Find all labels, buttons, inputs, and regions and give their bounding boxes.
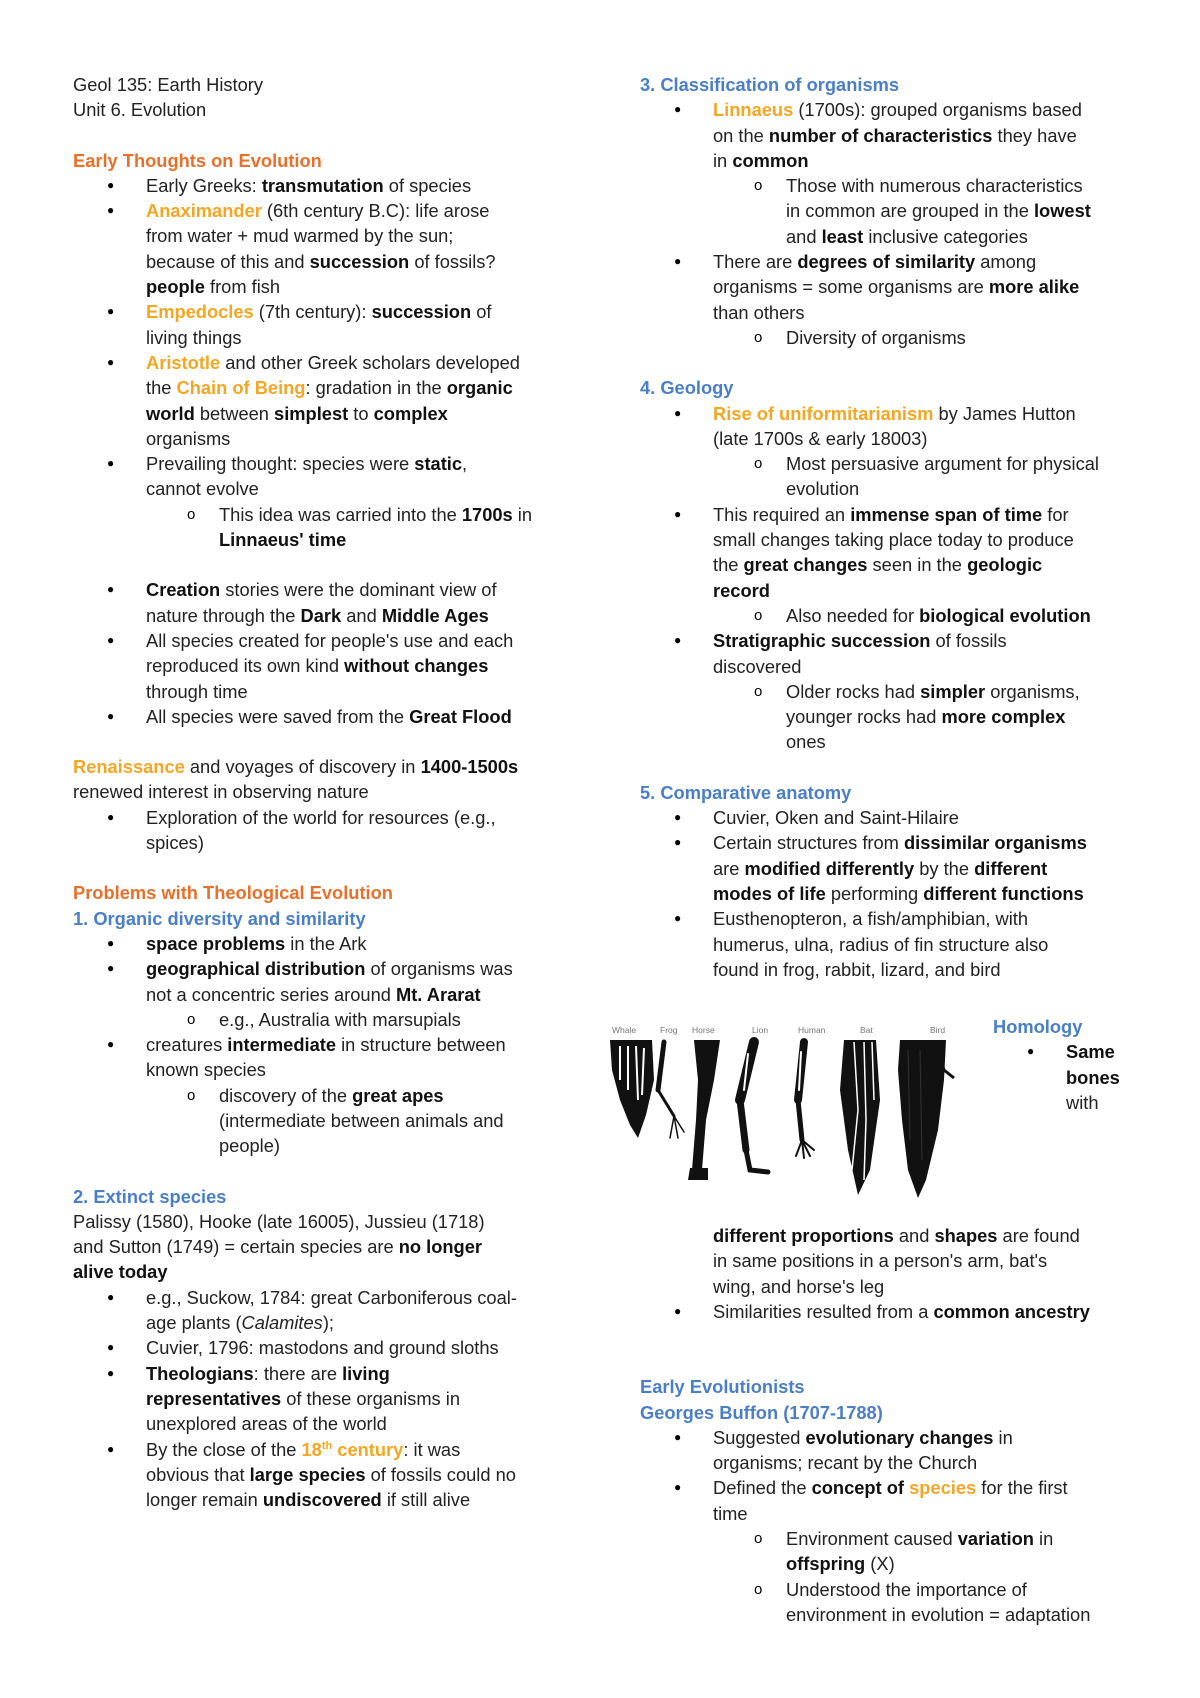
heading-geology: 4. Geology: [640, 377, 734, 399]
subheading-extinct-species: 2. Extinct species: [73, 1185, 227, 1207]
bullet-uniformitarianism: ● Rise of uniformitarianism by James Hutton (late 1700s & early 18003): [640, 401, 1150, 452]
bullet-18th-century: ● By the close of the 18th century: it was obvious that large species of fossils could no longer remain undiscovered if still alive: [73, 1437, 573, 1513]
bullet-concept-of-species: ● Defined the concept of species for the first time: [640, 1475, 1150, 1526]
subbullet-biological-evolution: o Also needed for biological evolution: [640, 603, 1150, 628]
bullet-degrees-of-similarity: ● There are degrees of similarity among organisms = some organisms are more alike than others: [640, 249, 1150, 325]
subbullet-1700s: o This idea was carried into the 1700s in Linnaeus' time: [73, 502, 573, 553]
bullet-early-greeks: ● Early Greeks: transmutation of species: [73, 173, 573, 198]
figure-label-lion: Lion: [752, 1025, 769, 1035]
subheading-buffon: Georges Buffon (1707-1788): [640, 1401, 883, 1423]
bullet-empedocles: ● Empedocles (7th century): succession of living things: [73, 299, 573, 350]
figure-label-frog: Frog: [660, 1025, 678, 1035]
heading-problems: Problems with Theological Evolution: [73, 882, 393, 904]
bullet-cuvier-oken: ● Cuvier, Oken and Saint-Hilaire: [640, 805, 1150, 830]
bullet-stratigraphic-succession: ● Stratigraphic succession of fossils discovered: [640, 628, 1150, 679]
renaissance-paragraph: Renaissance and voyages of discovery in 1400-1500s renewed interest in observing nature: [73, 756, 519, 803]
bird-wing-drawing: [898, 1040, 954, 1198]
bullet-evolutionary-changes: ● Suggested evolutionary changes in organisms; recant by the Church: [640, 1425, 1150, 1476]
figure-label-human: Human: [798, 1025, 826, 1035]
bullet-eusthenopteron: ● Eusthenopteron, a fish/amphibian, with humerus, ulna, radius of fin structure also found in frog, rabbit, lizard, and bird: [640, 906, 1150, 982]
bullet-geographical-distribution: ● geographical distribution of organisms was not a concentric series around Mt. Ararat: [73, 956, 573, 1007]
figure-label-whale: Whale: [612, 1025, 637, 1035]
subbullet-adaptation: o Understood the importance of environment in evolution = adaptation: [640, 1577, 1150, 1628]
bullet-exploration: ● Exploration of the world for resources (e.g., spices): [73, 805, 573, 856]
bullet-common-ancestry: ● Similarities resulted from a common ancestry: [640, 1299, 1150, 1324]
subbullet-great-apes: o discovery of the great apes (intermediate between animals and people): [73, 1083, 573, 1159]
subbullet-australia: o e.g., Australia with marsupials: [73, 1007, 573, 1032]
bat-wing-drawing: [840, 1040, 880, 1195]
figure-label-bird: Bird: [930, 1025, 946, 1035]
heading-homology: Homology: [993, 1016, 1083, 1037]
bullet-anaximander: ● Anaximander (6th century B.C): life arose from water + mud warmed by the sun; because of this and succession of fossils? people from fish: [73, 198, 573, 299]
subbullet-numerous-characteristics: o Those with numerous characteristics in common are grouped in the lowest and least inclusive categories: [640, 173, 1150, 249]
bullet-immense-time: ● This required an immense span of time for small changes taking place today to produce the great changes seen in the geologic record: [640, 502, 1150, 603]
right-column: [640, 72, 1150, 1627]
lion-limb-drawing: [740, 1042, 768, 1172]
bullet-intermediate-creatures: ● creatures intermediate in structure between known species: [73, 1032, 573, 1083]
homology-continuation: different proportions and shapes are found in same positions in a person's arm, bat's wing, and horse's leg: [713, 1225, 1080, 1297]
heading-early-thoughts: Early Thoughts on Evolution: [73, 149, 322, 171]
bullet-aristotle: ● Aristotle and other Greek scholars developed the Chain of Being: gradation in the organic world between simplest to complex organisms: [73, 350, 573, 451]
subbullet-diversity: o Diversity of organisms: [640, 325, 1150, 350]
figure-label-bat: Bat: [860, 1025, 873, 1035]
bullet-linnaeus: ● Linnaeus (1700s): grouped organisms based on the number of characteristics they have in common: [640, 97, 1150, 173]
course-title: Geol 135: Earth History: [73, 74, 264, 95]
bullet-creation: ● Creation stories were the dominant view of nature through the Dark and Middle Ages: [73, 577, 573, 628]
subbullet-persuasive-argument: o Most persuasive argument for physical evolution: [640, 451, 1150, 502]
heading-comparative-anatomy: 5. Comparative anatomy: [640, 781, 852, 803]
bullet-cuvier-1796: ● Cuvier, 1796: mastodons and ground sloths: [73, 1335, 573, 1360]
human-arm-drawing: [796, 1042, 814, 1158]
horse-limb-drawing: [688, 1040, 720, 1180]
heading-early-evolutionists: Early Evolutionists: [640, 1376, 805, 1398]
bullet-same-bones: ● Same bones with: [993, 1039, 1163, 1115]
extinct-species-paragraph: Palissy (1580), Hooke (late 16005), Jussieu (1718) and Sutton (1749) = certain species are no longer alive today: [73, 1210, 485, 1283]
subbullet-environment-variation: o Environment caused variation in offspring (X): [640, 1526, 1150, 1577]
bullet-space-problems: ● space problems in the Ark: [73, 931, 573, 956]
whale-flipper-drawing: [610, 1040, 654, 1138]
heading-classification: 3. Classification of organisms: [640, 74, 900, 95]
figure-label-horse: Horse: [692, 1025, 715, 1035]
bullet-suckow: ● e.g., Suckow, 1784: great Carboniferous coal- age plants (Calamites);: [73, 1285, 573, 1336]
subbullet-older-rocks: o Older rocks had simpler organisms, younger rocks had more complex ones: [640, 679, 1150, 755]
left-column: [73, 72, 573, 1512]
homology-box: [993, 1014, 1163, 1115]
bullet-theologians: ● Theologians: there are living representatives of these organisms in unexplored areas of the world: [73, 1361, 573, 1437]
homologous-limbs-figure: [608, 1020, 988, 1200]
bullet-all-species-created: ● All species created for people's use and each reproduced its own kind without changes through time: [73, 628, 573, 704]
bullet-prevailing-thought: ● Prevailing thought: species were static, cannot evolve: [73, 451, 573, 502]
subheading-organic-diversity: 1. Organic diversity and similarity: [73, 907, 366, 929]
bullet-dissimilar-organisms: ● Certain structures from dissimilar organisms are modified differently by the different modes of life performing different functions: [640, 830, 1150, 906]
unit-title: Unit 6. Evolution: [73, 99, 207, 121]
frog-limb-drawing: [658, 1042, 684, 1138]
bullet-great-flood: ● All species were saved from the Great Flood: [73, 704, 573, 729]
